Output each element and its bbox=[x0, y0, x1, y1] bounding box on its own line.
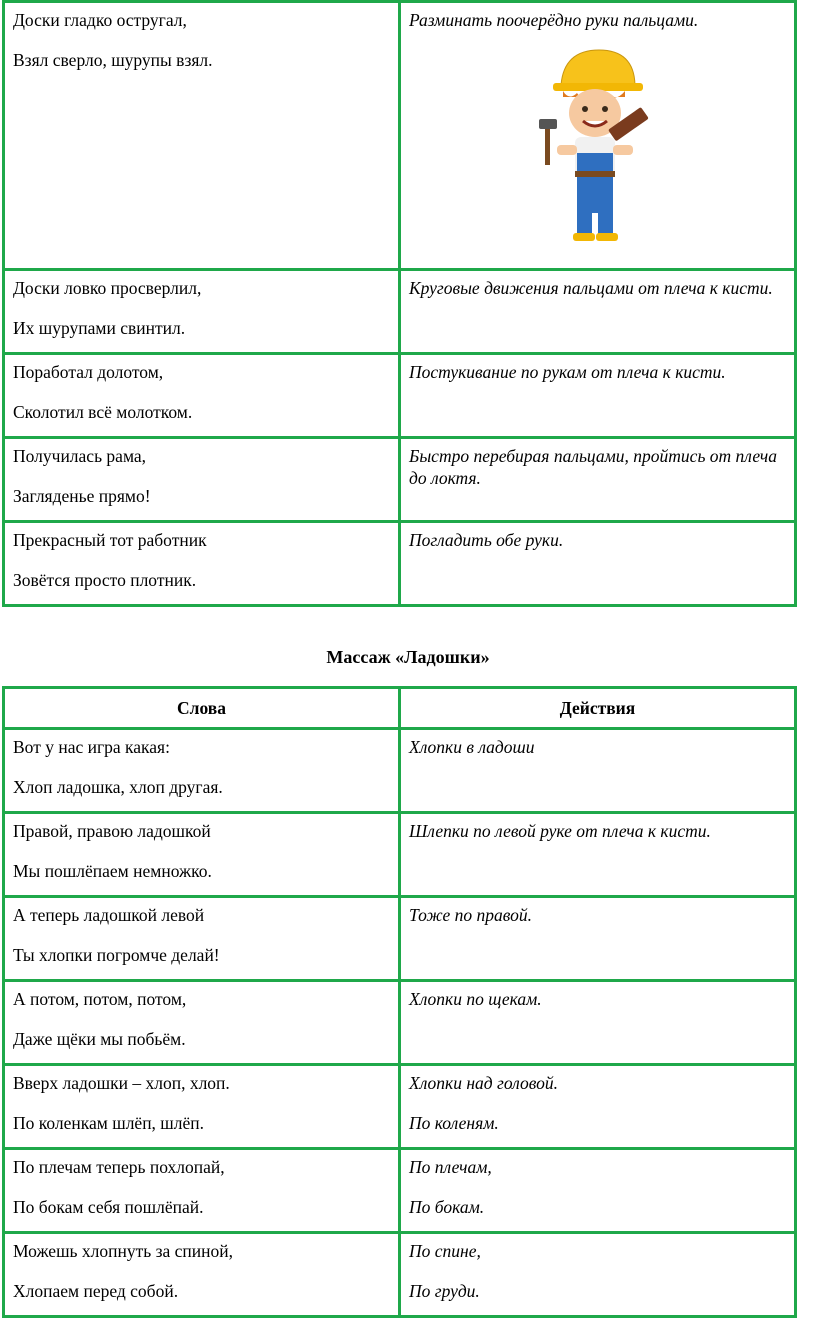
words-cell bbox=[4, 270, 400, 354]
verse-line: По коленкам шлёп, шлёп. bbox=[13, 1113, 205, 1133]
actions-cell bbox=[400, 981, 796, 1065]
worker-boy-icon bbox=[539, 45, 649, 245]
verse-line: Доски гладко остругал, bbox=[13, 10, 187, 30]
verse-line: Вверх ладошки – хлоп, хлоп. bbox=[13, 1073, 230, 1093]
action-text: По плечам, bbox=[409, 1157, 492, 1177]
words-cell bbox=[4, 522, 400, 606]
action-text: Хлопки в ладоши bbox=[409, 737, 535, 757]
verse-line: Их шурупами свинтил. bbox=[13, 318, 186, 338]
actions-cell bbox=[400, 354, 796, 438]
table-row bbox=[4, 729, 796, 813]
action-text: Погладить обе руки. bbox=[409, 530, 564, 550]
verse-line: Прекрасный тот работник bbox=[13, 530, 207, 550]
actions-cell bbox=[400, 1149, 796, 1233]
words-cell bbox=[4, 2, 400, 270]
table-row bbox=[4, 354, 796, 438]
verse-line: Поработал долотом, bbox=[13, 362, 164, 382]
action-text: По груди. bbox=[409, 1281, 480, 1301]
verse-line: Хлоп ладошка, хлоп другая. bbox=[13, 777, 223, 797]
column-header-actions: Действия bbox=[400, 688, 796, 729]
actions-cell bbox=[400, 522, 796, 606]
verse-line: По бокам себя пошлёпай. bbox=[13, 1197, 204, 1217]
column-header-words: Слова bbox=[4, 688, 400, 729]
action-text: По коленям. bbox=[409, 1113, 499, 1133]
words-cell bbox=[4, 981, 400, 1065]
actions-cell bbox=[400, 1233, 796, 1317]
verse-line: Хлопаем перед собой. bbox=[13, 1281, 179, 1301]
verse-line: А теперь ладошкой левой bbox=[13, 905, 205, 925]
table-row bbox=[4, 897, 796, 981]
action-text: По бокам. bbox=[409, 1197, 485, 1217]
actions-cell bbox=[400, 438, 796, 522]
actions-cell bbox=[400, 1065, 796, 1149]
table-row bbox=[4, 981, 796, 1065]
verse-line: Сколотил всё молотком. bbox=[13, 402, 193, 422]
action-text: Хлопки над головой. bbox=[409, 1073, 558, 1093]
words-cell bbox=[4, 1065, 400, 1149]
verse-line: Получилась рама, bbox=[13, 446, 147, 466]
action-text: Постукивание по рукам от плеча к кисти. bbox=[409, 362, 726, 382]
verse-line: По плечам теперь похлопай, bbox=[13, 1157, 225, 1177]
words-cell bbox=[4, 438, 400, 522]
table-row bbox=[4, 270, 796, 354]
verse-line: А потом, потом, потом, bbox=[13, 989, 187, 1009]
table-row bbox=[4, 1149, 796, 1233]
verse-line: Доски ловко просверлил, bbox=[13, 278, 202, 298]
words-cell bbox=[4, 1233, 400, 1317]
verse-line: Вот у нас игра какая: bbox=[13, 737, 170, 757]
verse-line: Зовётся просто плотник. bbox=[13, 570, 197, 590]
actions-cell bbox=[400, 270, 796, 354]
action-text: Быстро перебирая пальцами, пройтись от плеча до локтя. bbox=[409, 446, 778, 488]
verse-line: Можешь хлопнуть за спиной, bbox=[13, 1241, 234, 1261]
verse-line: Правой, правою ладошкой bbox=[13, 821, 211, 841]
words-cell bbox=[4, 1149, 400, 1233]
actions-cell bbox=[400, 897, 796, 981]
words-cell bbox=[4, 897, 400, 981]
action-text: Круговые движения пальцами от плеча к кисти. bbox=[409, 278, 773, 298]
table-row bbox=[4, 2, 796, 270]
table-row bbox=[4, 1065, 796, 1149]
verse-line: Даже щёки мы побьём. bbox=[13, 1029, 186, 1049]
table-row bbox=[4, 1233, 796, 1317]
action-text: Тоже по правой. bbox=[409, 905, 532, 925]
verse-line: Взял сверло, шурупы взял. bbox=[13, 50, 213, 70]
table-header-row bbox=[4, 688, 796, 729]
action-text: Разминать поочерёдно руки пальцами. bbox=[409, 10, 699, 30]
actions-cell bbox=[400, 2, 796, 270]
verse-line: Загляденье прямо! bbox=[13, 486, 151, 506]
action-text: Хлопки по щекам. bbox=[409, 989, 542, 1009]
verse-line: Мы пошлёпаем немножко. bbox=[13, 861, 212, 881]
words-cell bbox=[4, 354, 400, 438]
exercise-table-1 bbox=[2, 0, 797, 607]
action-text: По спине, bbox=[409, 1241, 481, 1261]
actions-cell bbox=[400, 729, 796, 813]
action-text: Шлепки по левой руке от плеча к кисти. bbox=[409, 821, 711, 841]
table-row bbox=[4, 438, 796, 522]
actions-cell bbox=[400, 813, 796, 897]
words-cell bbox=[4, 729, 400, 813]
section-title: Массаж «Ладошки» bbox=[326, 647, 490, 667]
verse-line: Ты хлопки погромче делай! bbox=[13, 945, 220, 965]
exercise-table-2 bbox=[2, 686, 797, 1318]
table-row bbox=[4, 813, 796, 897]
words-cell bbox=[4, 813, 400, 897]
table-row bbox=[4, 522, 796, 606]
